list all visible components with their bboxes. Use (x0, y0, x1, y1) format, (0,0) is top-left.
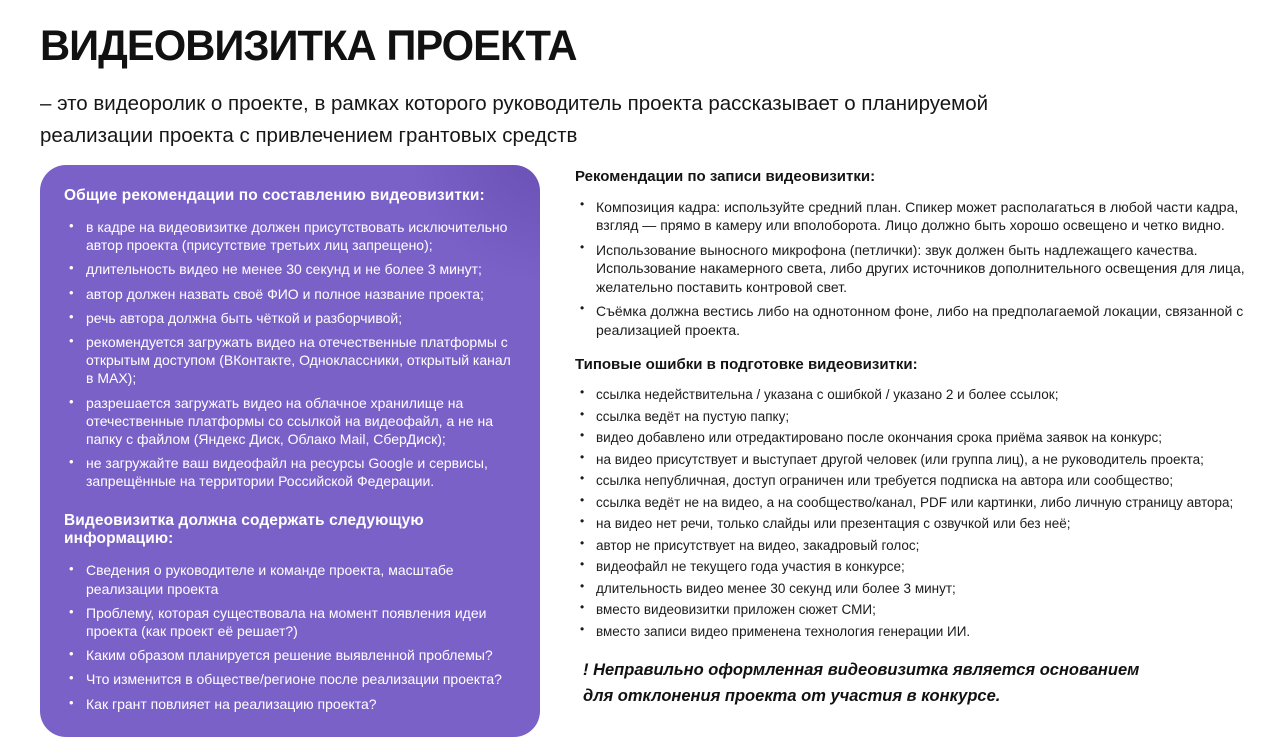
list-item: • Каким образом планируется решение выявленной проблемы? (64, 646, 516, 664)
list-item: • Что изменится в обществе/регионе после реализации проекта? (64, 670, 516, 688)
list-item: • автор не присутствует на видео, закадровый голос; (575, 537, 1269, 554)
card-section1-heading: Общие рекомендации по составлению видеовизитки: (64, 187, 485, 204)
list-item: • вместо записи видео применена технология генерации ИИ. (575, 623, 1269, 640)
list-item: • в кадре на видеовизитке должен присутствовать исключительно автор проекта (присутствие третьих лиц запрещено); (64, 218, 516, 254)
list-item: • ссылка непубличная, доступ ограничен или требуется подписка на автора или сообщество; (575, 472, 1269, 489)
recording-recommendations-column (575, 168, 1269, 710)
list-item: • Проблему, которая существовала на момент появления идеи проекта (как проект её решает?) (64, 604, 516, 640)
recording-recommendations-list (575, 198, 1269, 339)
page-title: ВИДЕОВИЗИТКА ПРОЕКТА (40, 22, 577, 70)
list-item: • не загружайте ваш видеофайл на ресурсы Google и сервисы, запрещённые на территории Российской Федерации. (64, 454, 516, 490)
card-section2-heading: Видеовизитка должна содержать следующую информацию: (64, 512, 424, 548)
list-item: • Композиция кадра: используйте средний план. Спикер может располагаться в любой части кадра, взгляд — прямо в камеру или вполоборота. Лицо должно быть хорошо освещено и четко видно. (575, 198, 1269, 235)
rejection-warning-line1: ! Неправильно оформленная видеовизитка является основанием (583, 660, 1140, 679)
general-recommendations-card (40, 165, 540, 737)
list-item: • ссылка ведёт на пустую папку; (575, 408, 1269, 425)
list-item: • длительность видео не менее 30 секунд и не более 3 минут; (64, 260, 516, 278)
page-subtitle: – это видеоролик о проекте, в рамках которого руководитель проекта рассказывает о планируемой реализации проекта с привлечением грантовых средств (40, 92, 989, 147)
rejection-warning-note (583, 657, 1269, 710)
list-item: • Как грант повлияет на реализацию проекта? (64, 695, 516, 713)
list-item: • рекомендуется загружать видео на отечественные платформы с открытым доступом (ВКонтакте, Одноклассники, открытый канал в MAX); (64, 333, 516, 388)
list-item: • Сведения о руководителе и команде проекта, масштабе реализации проекта (64, 561, 516, 597)
list-item: • на видео присутствует и выступает другой человек (или группа лиц), а не руководитель проекта; (575, 451, 1269, 468)
list-item: • ссылка недействительна / указана с ошибкой / указано 2 и более ссылок; (575, 386, 1269, 403)
list-item: • Съёмка должна вестись либо на однотонном фоне, либо на предполагаемой локации, связанной с реализацией проекта. (575, 302, 1269, 339)
required-information-list (64, 561, 516, 712)
rejection-warning-line2: для отклонения проекта от участия в конкурсе. (583, 687, 1001, 706)
list-item: • видео добавлено или отредактировано после окончания срока приёма заявок на конкурс; (575, 429, 1269, 446)
typical-errors-heading: Типовые ошибки в подготовке видеовизитки: (575, 356, 918, 374)
list-item: • разрешается загружать видео на облачное хранилище на отечественные платформы со ссылкой на видеофайл, а не на папку с файлом (Яндекс Диск, Облако Mail, СберДиск); (64, 394, 516, 449)
list-item: • речь автора должна быть чёткой и разборчивой; (64, 309, 516, 327)
list-item: • ссылка ведёт не на видео, а на сообщество/канал, PDF или картинки, либо личную страницу автора; (575, 494, 1269, 511)
list-item: • видеофайл не текущего года участия в конкурсе; (575, 558, 1269, 575)
list-item: • на видео нет речи, только слайды или презентация с озвучкой или без неё; (575, 515, 1269, 532)
recording-recommendations-heading: Рекомендации по записи видеовизитки: (575, 168, 876, 185)
list-item: • автор должен назвать своё ФИО и полное название проекта; (64, 285, 516, 303)
typical-errors-list (575, 386, 1269, 640)
list-item: • Использование выносного микрофона (петлички): звук должен быть надлежащего качества. Использование накамерного света, либо других источников дополнительного освещения для лица, желательно поставить контровой свет. (575, 241, 1269, 296)
list-item: • длительность видео менее 30 секунд или более 3 минут; (575, 580, 1269, 597)
general-recommendations-list (64, 218, 516, 490)
list-item: • вместо видеовизитки приложен сюжет СМИ; (575, 601, 1269, 618)
